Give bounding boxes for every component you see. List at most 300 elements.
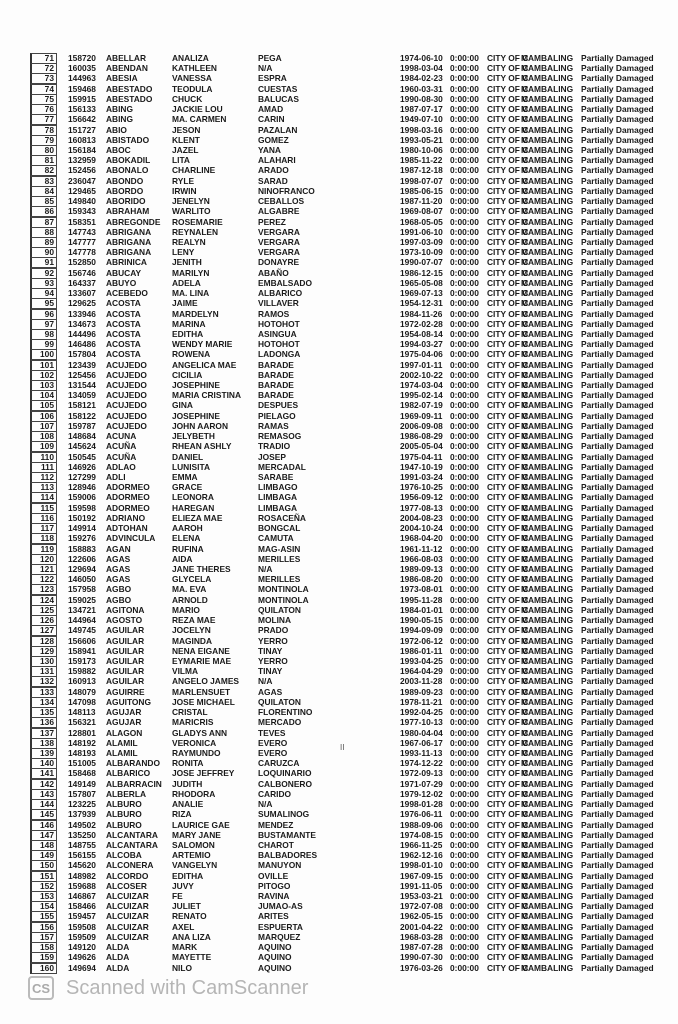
cell-date: 1989-09-13 [400, 564, 443, 574]
table-row [0, 615, 678, 625]
cell-id: 157807 [68, 788, 96, 799]
cell-brgy: MAMBALING [521, 747, 574, 758]
cell-brgy: MAMBALING [521, 686, 574, 697]
cell-city: CITY OF C [487, 942, 529, 953]
cell-id: 158468 [68, 768, 96, 779]
cell-first: MARY JANE [172, 829, 221, 840]
cell-date: 1995-02-14 [400, 390, 443, 401]
cell-id: 128946 [68, 482, 96, 493]
cell-status: Partially Damaged [581, 809, 654, 820]
cell-status: Partially Damaged [581, 666, 654, 677]
cell-first: MARICRIS [172, 717, 214, 728]
cell-middle: CUESTAS [258, 83, 298, 94]
cell-date: 1994-03-27 [400, 339, 443, 350]
cell-first: AIDA [172, 553, 193, 564]
cell-status: Partially Damaged [581, 441, 654, 452]
cell-date: 1993-11-13 [400, 747, 443, 758]
cell-middle: MENDEZ [258, 819, 294, 830]
cell-city: CITY OF C [487, 308, 529, 319]
cell-id: 137939 [68, 809, 96, 820]
cell-status: Partially Damaged [581, 206, 654, 217]
cell-city: CITY OF C [487, 564, 529, 574]
cell-brgy: MAMBALING [521, 73, 574, 84]
cell-date: 1973-08-01 [400, 584, 443, 595]
cell-num: 85 [30, 196, 57, 207]
cell-last: ABRIGANA [106, 226, 152, 237]
cell-date: 1985-06-15 [400, 185, 443, 196]
cell-brgy: MAMBALING [521, 860, 574, 871]
cell-num: 84 [30, 186, 57, 197]
cell-city: CITY OF C [487, 921, 529, 932]
cell-brgy: MAMBALING [521, 349, 574, 360]
cell-first: ELIEZA MAE [172, 512, 223, 523]
cell-time: 0:00:00 [450, 931, 479, 942]
cell-middle: CARIN [258, 114, 285, 125]
cell-first: NENA EIGANE [172, 645, 230, 656]
cell-brgy: MAMBALING [521, 257, 574, 268]
cell-status: Partially Damaged [581, 53, 654, 63]
cell-id: 158720 [68, 53, 96, 63]
cell-status: Partially Damaged [581, 850, 654, 861]
cell-status: Partially Damaged [581, 339, 654, 350]
cell-brgy: MAMBALING [521, 880, 574, 891]
cell-status: Partially Damaged [581, 952, 654, 963]
cell-num: 147 [30, 830, 57, 841]
cell-first: JACKIE LOU [172, 104, 223, 115]
cell-num: 127 [30, 625, 57, 636]
cell-status: Partially Damaged [581, 400, 654, 411]
cell-time: 0:00:00 [450, 788, 479, 799]
cell-middle: LIMBAGA [258, 492, 298, 503]
cell-status: Partially Damaged [581, 308, 654, 319]
cell-status: Partially Damaged [581, 451, 654, 462]
cell-status: Partially Damaged [581, 615, 654, 626]
cell-date: 1974-03-04 [400, 380, 443, 391]
cell-brgy: MAMBALING [521, 512, 574, 523]
cell-id: 144964 [68, 615, 96, 626]
cell-num: 152 [30, 881, 57, 892]
cell-first: ANALIZA [172, 53, 209, 63]
cell-brgy: MAMBALING [521, 93, 574, 104]
cell-date: 2006-09-08 [400, 420, 443, 431]
cell-middle: LIMBAGO [258, 482, 298, 493]
cell-middle: TRADIO [258, 441, 291, 452]
cell-date: 1990-08-30 [400, 93, 443, 104]
cell-first: VERONICA [172, 737, 217, 748]
cell-time: 0:00:00 [450, 860, 479, 871]
cell-time: 0:00:00 [450, 870, 479, 881]
cell-date: 1974-12-22 [400, 758, 443, 769]
table-row [0, 319, 678, 329]
cell-brgy: MAMBALING [521, 83, 574, 94]
cell-brgy: MAMBALING [521, 911, 574, 922]
cell-time: 0:00:00 [450, 482, 479, 493]
cell-time: 0:00:00 [450, 604, 479, 615]
cell-first: ANALIE [172, 799, 204, 810]
cell-status: Partially Damaged [581, 359, 654, 370]
cell-middle: DESPUES [258, 400, 299, 411]
cell-last: AGUILAR [106, 635, 145, 646]
cell-date: 1995-11-28 [400, 594, 443, 605]
cell-brgy: MAMBALING [521, 472, 574, 483]
cell-status: Partially Damaged [581, 134, 654, 145]
cell-date: 1976-03-26 [400, 962, 443, 973]
cell-time: 0:00:00 [450, 839, 479, 850]
cell-time: 0:00:00 [450, 543, 479, 554]
cell-date: 1972-02-28 [400, 318, 443, 329]
cell-last: ALCOSER [106, 880, 147, 891]
cell-middle: ARADO [258, 165, 289, 176]
cell-time: 0:00:00 [450, 829, 479, 840]
cell-city: CITY OF C [487, 277, 529, 288]
cell-last: ABORIDO [106, 196, 146, 207]
cell-first: GLADYS ANN [172, 727, 228, 738]
cell-city: CITY OF C [487, 93, 529, 104]
cell-num: 109 [30, 441, 57, 452]
cell-city: CITY OF C [487, 339, 529, 350]
cell-city: CITY OF C [487, 461, 529, 472]
table-row [0, 513, 678, 523]
cell-time: 0:00:00 [450, 635, 479, 646]
cell-city: CITY OF C [487, 962, 529, 973]
cell-id: 159915 [68, 93, 96, 104]
cell-last: ACUJEDO [106, 369, 147, 380]
cell-time: 0:00:00 [450, 400, 479, 411]
cell-status: Partially Damaged [581, 267, 654, 278]
table-row [0, 196, 678, 206]
cell-status: Partially Damaged [581, 472, 654, 483]
table-row [0, 339, 678, 349]
cell-id: 158121 [68, 400, 96, 411]
cell-city: CITY OF C [487, 441, 529, 452]
cell-brgy: MAMBALING [521, 829, 574, 840]
cell-first: VANGELYN [172, 860, 218, 871]
cell-last: ADORMEO [106, 482, 150, 493]
cell-first: EDITHA [172, 870, 204, 881]
cell-city: CITY OF C [487, 809, 529, 820]
cell-last: ALBERLA [106, 788, 147, 799]
cell-num: 80 [30, 145, 57, 156]
cell-first: LITA [172, 155, 190, 166]
cell-id: 150192 [68, 512, 96, 523]
cell-time: 0:00:00 [450, 288, 479, 299]
cell-time: 0:00:00 [450, 911, 479, 922]
cell-last: ABING [106, 104, 133, 115]
cell-status: Partially Damaged [581, 727, 654, 738]
cell-last: ABRAHAM [106, 206, 150, 217]
cell-last: AGUJAR [106, 707, 142, 718]
cell-time: 0:00:00 [450, 318, 479, 329]
cell-date: 1987-12-18 [400, 165, 443, 176]
cell-num: 134 [30, 697, 57, 708]
table-row [0, 155, 678, 165]
table-row [0, 952, 678, 962]
cell-middle: AQUINO [258, 952, 292, 963]
cell-num: 103 [30, 380, 57, 391]
cell-status: Partially Damaged [581, 277, 654, 288]
cell-city: CITY OF C [487, 420, 529, 431]
table-row [0, 257, 678, 267]
cell-date: 1953-03-21 [400, 891, 443, 902]
cell-date: 1989-09-23 [400, 686, 443, 697]
cell-id: 159598 [68, 502, 96, 513]
cell-id: 159006 [68, 492, 96, 503]
cell-id: 157958 [68, 584, 96, 595]
table-row [0, 697, 678, 707]
cell-middle: ABAÑO [258, 267, 289, 278]
cell-last: ABESIA [106, 73, 138, 84]
cell-num: 91 [30, 257, 57, 268]
cell-id: 146926 [68, 461, 96, 472]
cell-id: 125456 [68, 369, 96, 380]
cell-city: CITY OF C [487, 870, 529, 881]
cell-first: TEODULA [172, 83, 213, 94]
cell-time: 0:00:00 [450, 461, 479, 472]
cell-middle: RAMAS [258, 420, 289, 431]
table-row [0, 891, 678, 901]
table-row [0, 462, 678, 472]
cell-id: 147743 [68, 226, 96, 237]
table-row [0, 523, 678, 533]
cell-id: 148192 [68, 737, 96, 748]
cell-first: MA. CARMEN [172, 114, 227, 125]
cell-city: CITY OF C [487, 594, 529, 605]
cell-id: 159457 [68, 911, 96, 922]
cell-brgy: MAMBALING [521, 410, 574, 421]
cell-num: 124 [30, 595, 57, 606]
cell-middle: ASINGUA [258, 328, 297, 339]
table-row [0, 390, 678, 400]
cell-num: 143 [30, 789, 57, 800]
cell-num: 77 [30, 114, 57, 125]
cell-status: Partially Damaged [581, 216, 654, 227]
cell-brgy: MAMBALING [521, 380, 574, 391]
cell-city: CITY OF C [487, 533, 529, 544]
cell-brgy: MAMBALING [521, 758, 574, 769]
cell-first: RHEAN ASHLY [172, 441, 232, 452]
cell-num: 146 [30, 820, 57, 831]
cell-time: 0:00:00 [450, 625, 479, 636]
cell-last: ABENDAN [106, 63, 148, 74]
cell-status: Partially Damaged [581, 93, 654, 104]
cell-id: 150545 [68, 451, 96, 462]
table-row [0, 554, 678, 564]
cell-first: JOSE MICHAEL [172, 696, 235, 707]
cell-middle: CALBONERO [258, 778, 312, 789]
cell-time: 0:00:00 [450, 134, 479, 145]
cell-brgy: MAMBALING [521, 390, 574, 401]
cell-date: 1976-06-11 [400, 809, 443, 820]
cell-num: 119 [30, 544, 57, 555]
cell-city: CITY OF C [487, 901, 529, 912]
cell-middle: FLORENTINO [258, 707, 313, 718]
cell-brgy: MAMBALING [521, 564, 574, 574]
cell-brgy: MAMBALING [521, 328, 574, 339]
cell-first: ARTEMIO [172, 850, 211, 861]
cell-time: 0:00:00 [450, 737, 479, 748]
cell-status: Partially Damaged [581, 747, 654, 758]
cell-time: 0:00:00 [450, 380, 479, 391]
cell-status: Partially Damaged [581, 686, 654, 697]
cell-time: 0:00:00 [450, 185, 479, 196]
cell-middle: MAG-ASIN [258, 543, 301, 554]
cell-num: 140 [30, 758, 57, 769]
cell-middle: VERGARA [258, 247, 300, 258]
cell-first: JOCELYN [172, 625, 211, 636]
cell-brgy: MAMBALING [521, 124, 574, 135]
table-row [0, 400, 678, 410]
cell-first: JENELYN [172, 196, 210, 207]
cell-middle: OVILLE [258, 870, 289, 881]
cell-middle: PRADO [258, 625, 289, 636]
cell-brgy: MAMBALING [521, 768, 574, 779]
cell-last: ACUJEDO [106, 359, 147, 370]
cell-num: 155 [30, 911, 57, 922]
cell-middle: BARADE [258, 390, 294, 401]
cell-num: 95 [30, 298, 57, 309]
cell-middle: ROSACEÑA [258, 512, 306, 523]
cell-status: Partially Damaged [581, 104, 654, 115]
cell-first: MA. LINA [172, 288, 210, 299]
cell-last: ALBURO [106, 819, 142, 830]
cell-date: 1997-03-09 [400, 236, 443, 247]
cell-id: 156606 [68, 635, 96, 646]
cell-id: 158941 [68, 645, 96, 656]
cell-city: CITY OF C [487, 911, 529, 922]
cell-brgy: MAMBALING [521, 400, 574, 411]
cell-num: 92 [30, 268, 57, 279]
cell-num: 129 [30, 646, 57, 657]
cell-first: MA. EVA [172, 584, 207, 595]
cell-id: 156133 [68, 104, 96, 115]
cell-num: 137 [30, 728, 57, 739]
cell-last: ABORDO [106, 185, 144, 196]
cell-num: 72 [30, 63, 57, 74]
cell-city: CITY OF C [487, 104, 529, 115]
table-row [0, 646, 678, 656]
cell-first: AXEL [172, 921, 195, 932]
cell-time: 0:00:00 [450, 114, 479, 125]
cell-date: 1984-11-26 [400, 308, 443, 319]
cell-date: 1998-01-28 [400, 799, 443, 810]
cell-id: 156184 [68, 144, 96, 155]
cell-id: 148982 [68, 870, 96, 881]
table-row [0, 963, 678, 973]
cell-id: 144496 [68, 328, 96, 339]
cell-brgy: MAMBALING [521, 441, 574, 452]
cell-id: 147778 [68, 247, 96, 258]
cell-middle: N/A [258, 799, 273, 810]
cell-status: Partially Damaged [581, 512, 654, 523]
cell-first: JENITH [172, 257, 202, 268]
cell-middle: TEVES [258, 727, 286, 738]
table-row [0, 564, 678, 574]
cell-last: ALBARRACIN [106, 778, 162, 789]
table-row [0, 595, 678, 605]
cell-date: 1969-09-11 [400, 410, 443, 421]
cell-num: 136 [30, 717, 57, 728]
cell-city: CITY OF C [487, 482, 529, 493]
cell-city: CITY OF C [487, 83, 529, 94]
cell-date: 1984-02-23 [400, 73, 443, 84]
cell-date: 1966-11-25 [400, 839, 443, 850]
cell-middle: AGAS [258, 686, 283, 697]
table-row [0, 922, 678, 932]
cell-date: 1975-04-11 [400, 451, 443, 462]
cell-city: CITY OF C [487, 931, 529, 942]
cell-date: 1947-10-19 [400, 461, 443, 472]
cell-status: Partially Damaged [581, 553, 654, 564]
cell-time: 0:00:00 [450, 155, 479, 166]
cell-last: ACUJEDO [106, 400, 147, 411]
cell-first: CICILIA [172, 369, 203, 380]
cell-time: 0:00:00 [450, 277, 479, 288]
cell-id: 157804 [68, 349, 96, 360]
cell-date: 1954-12-31 [400, 298, 443, 309]
cell-middle: AMAD [258, 104, 284, 115]
cell-brgy: MAMBALING [521, 809, 574, 820]
cell-date: 1998-07-07 [400, 175, 443, 186]
cell-brgy: MAMBALING [521, 533, 574, 544]
cell-status: Partially Damaged [581, 236, 654, 247]
cell-middle: BONGCAL [258, 523, 301, 534]
cell-brgy: MAMBALING [521, 482, 574, 493]
cell-status: Partially Damaged [581, 288, 654, 299]
cell-middle: EMBALSADO [258, 277, 312, 288]
cell-last: AGBO [106, 584, 132, 595]
cell-middle: VERGARA [258, 236, 300, 247]
cell-middle: MONTINOLA [258, 594, 309, 605]
cell-middle: YANA [258, 144, 281, 155]
cell-num: 125 [30, 605, 57, 616]
table-row [0, 789, 678, 799]
cell-date: 1975-04-06 [400, 349, 443, 360]
cell-city: CITY OF C [487, 512, 529, 523]
cell-city: CITY OF C [487, 727, 529, 738]
cell-status: Partially Damaged [581, 83, 654, 94]
cell-last: ABIO [106, 124, 127, 135]
table-row [0, 278, 678, 288]
cell-num: 78 [30, 125, 57, 136]
cell-city: CITY OF C [487, 880, 529, 891]
cell-middle: N/A [258, 564, 273, 574]
cell-status: Partially Damaged [581, 717, 654, 728]
cell-time: 0:00:00 [450, 359, 479, 370]
table-row [0, 850, 678, 860]
cell-time: 0:00:00 [450, 216, 479, 227]
cell-city: CITY OF C [487, 53, 529, 63]
cell-date: 1984-01-01 [400, 604, 443, 615]
cell-city: CITY OF C [487, 165, 529, 176]
cell-status: Partially Damaged [581, 247, 654, 258]
cell-city: CITY OF C [487, 829, 529, 840]
cell-status: Partially Damaged [581, 533, 654, 544]
table-row [0, 768, 678, 778]
cell-brgy: MAMBALING [521, 155, 574, 166]
cell-id: 236047 [68, 175, 96, 186]
cell-id: 164337 [68, 277, 96, 288]
cell-middle: TINAY [258, 645, 283, 656]
cell-status: Partially Damaged [581, 482, 654, 493]
table-row [0, 911, 678, 921]
cell-date: 1977-08-13 [400, 502, 443, 513]
cell-first: RENATO [172, 911, 207, 922]
cell-date: 1987-07-28 [400, 942, 443, 953]
cell-time: 0:00:00 [450, 758, 479, 769]
cell-time: 0:00:00 [450, 267, 479, 278]
cell-id: 145620 [68, 860, 96, 871]
cell-city: CITY OF C [487, 737, 529, 748]
